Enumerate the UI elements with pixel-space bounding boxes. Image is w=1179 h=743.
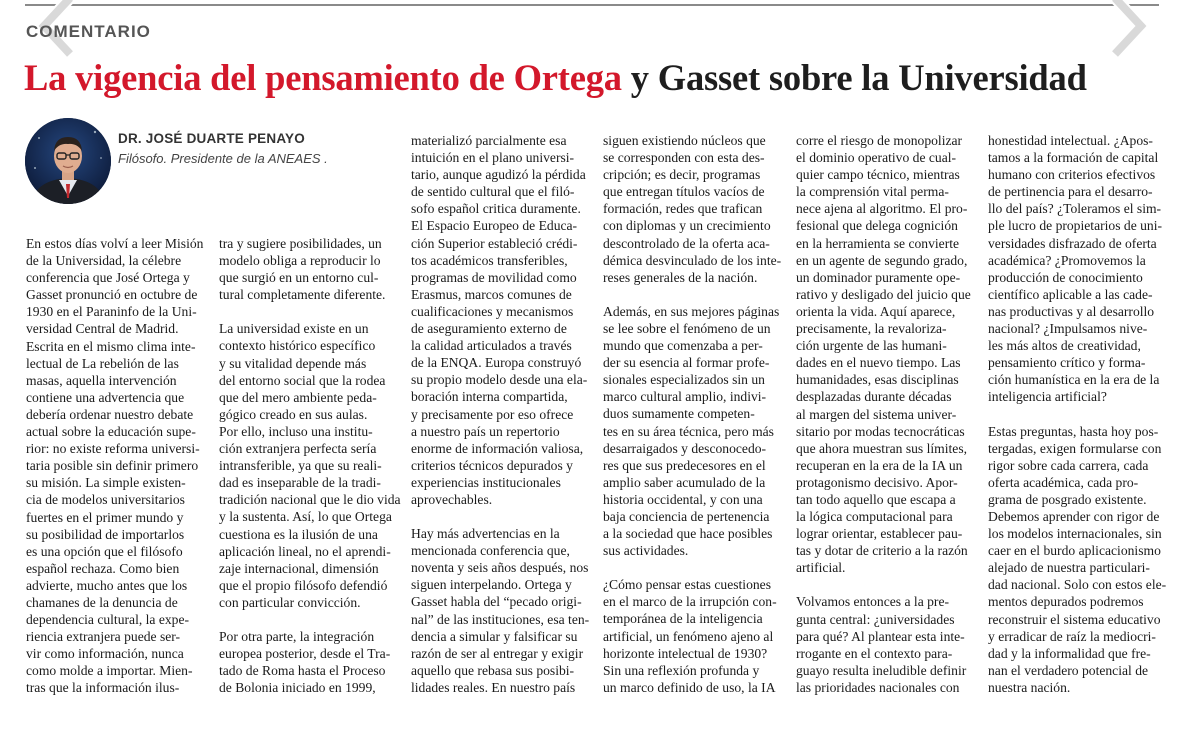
text-line: aprovechables.	[411, 491, 493, 507]
text-line: rrogante en el contexto para-	[796, 645, 953, 661]
top-rule	[25, 4, 1159, 6]
text-line: temporánea de la inteligencia	[603, 611, 763, 627]
text-line: se corresponden con esta des-	[603, 150, 765, 166]
text-line: el dominio operativo de cual-	[796, 150, 957, 166]
text-line: riencia extranjera puede ser-	[26, 629, 181, 645]
text-line: ción Superior estableció crédi-	[411, 235, 578, 251]
text-line: y erradicar de raíz la mediocri-	[988, 628, 1156, 644]
text-line: con particular convicción.	[219, 594, 361, 610]
text-line: nacional? ¿Impulsamos nive-	[988, 321, 1148, 337]
text-line: quier campo técnico, mientras	[796, 167, 960, 183]
text-line: que entregan títulos vacíos de	[603, 184, 765, 200]
text-line: rigor sobre cada carrera, cada	[988, 457, 1149, 473]
text-line: tergadas, exigen formularse con	[988, 440, 1162, 456]
text-line: que surgió en un entorno cul-	[219, 270, 379, 286]
author-role: Filósofo. Presidente de la ANEAES .	[118, 151, 328, 166]
text-line: programas de movilidad como	[411, 269, 577, 285]
paragraph-gap	[603, 286, 777, 303]
text-line: oferta académica, cada pro-	[988, 474, 1139, 490]
text-line: tra y sugiere posibilidades, un	[219, 236, 382, 251]
text-line: contexto histórico específico	[219, 338, 376, 354]
text-line: en la herramienta se convierte	[796, 235, 960, 251]
text-line: sofo español critica duramente.	[411, 201, 581, 217]
text-line: un dominador puramente ope-	[796, 269, 961, 285]
article-column-3	[411, 132, 590, 696]
text-line: advierte, mucho antes que los	[26, 577, 188, 593]
text-line: los modelos internacionales, sin	[988, 526, 1162, 542]
text-line: razón de ser al entregar y exigir	[411, 645, 584, 661]
text-line: horizonte intelectual de 1930?	[603, 645, 768, 661]
text-line: a nuestro país un repertorio	[411, 423, 560, 439]
paragraph-gap	[219, 303, 393, 320]
author-portrait-image	[25, 118, 111, 204]
text-line: europea posterior, desde el Tra-	[219, 646, 391, 662]
text-line: historia occidental, y con una	[603, 491, 763, 507]
text-line: tradición nacional que le dio vida	[219, 492, 401, 508]
article-column-4	[603, 132, 782, 696]
paragraph-gap	[603, 559, 777, 576]
text-line: experiencias institucionales	[411, 474, 561, 490]
text-line: dad es inseparable de la tradi-	[219, 475, 381, 491]
text-line: ¿Cómo pensar estas cuestiones	[603, 577, 771, 593]
text-line: su propio modelo desde una ela-	[411, 372, 588, 388]
text-line: ción humanística en la era de la	[988, 372, 1160, 388]
text-line: Por ello, incluso una institu-	[219, 423, 373, 439]
text-line: alejado de nuestra particulari-	[988, 560, 1150, 576]
text-line: sus actividades.	[603, 543, 689, 559]
article-column-5	[796, 132, 970, 696]
text-line: boración interna compartida,	[411, 389, 568, 405]
text-line: tario, aunque agudizó la pérdida	[411, 167, 586, 183]
text-line: enorme de información valiosa,	[411, 440, 584, 456]
text-line: de aseguramiento externo de	[411, 321, 567, 337]
text-line: aquello que rebasa sus posibi-	[411, 662, 575, 678]
text-line: marco cultural amplio, indivi-	[603, 389, 767, 405]
paragraph-gap	[219, 611, 393, 628]
text-line: masas, aquella intervención	[26, 372, 177, 388]
text-line: cripción; es decir, programas	[603, 167, 761, 183]
text-line: mencionada conferencia que,	[411, 543, 570, 559]
text-line: corre el riesgo de monopolizar	[796, 133, 963, 148]
text-line: fuertes en el primer mundo y	[26, 509, 184, 525]
chevron-right-icon[interactable]	[1093, 0, 1163, 64]
text-line: res que sus predecesores en el	[603, 457, 766, 473]
text-line: cualificaciones y mecanismos	[411, 303, 574, 319]
text-line: guayo resulta ineludible definir	[796, 662, 967, 678]
text-line: debería ordenar nuestro debate	[26, 406, 194, 422]
text-line: reses generales de la nación.	[603, 269, 758, 285]
text-line: der su esencia al formar profe-	[603, 355, 770, 371]
text-line: fesional que delega cognición	[796, 218, 958, 234]
text-line: sitario por modas tecnocráticas	[796, 423, 965, 439]
text-line: Escrita en el mismo clima inte-	[26, 338, 196, 354]
text-line: rior: no existe reforma universi-	[26, 441, 200, 457]
text-line: la calidad articulados a través	[411, 338, 572, 354]
text-line: ple lucro de propietarios de uni-	[988, 218, 1163, 234]
text-line: la comprensión vital perma-	[796, 184, 949, 200]
text-line: cia de modelos universitarios	[26, 492, 185, 508]
headline	[24, 56, 1169, 99]
text-line: En estos días volví a leer Misión	[26, 236, 204, 251]
text-line: nal” de las instituciones, esa ten-	[411, 611, 590, 627]
paragraph-gap	[988, 406, 1162, 423]
text-line: versidades disfrazado de oferta	[988, 235, 1157, 251]
text-line: nan el verdadero potencial de	[988, 662, 1149, 678]
text-line: tes en su área técnica, pero más	[603, 423, 774, 439]
text-line: tamos a la formación de capital	[988, 150, 1159, 166]
text-line: siguen interpelando. Ortega y	[411, 577, 572, 593]
article-column-1	[26, 235, 204, 697]
text-line: un marco definido de uso, la IA	[603, 679, 776, 695]
text-line: ción extranjera perfecta sería	[219, 441, 377, 457]
text-line: desarraigados y desconocedo-	[603, 440, 767, 456]
text-line: sionales especializados sin un	[603, 372, 765, 388]
text-line: nece ajena al algoritmo. El pro-	[796, 201, 968, 217]
article-column-6	[988, 132, 1167, 696]
text-line: y precisamente por eso ofrece	[411, 406, 574, 422]
text-line: les más altos de creatividad,	[988, 338, 1141, 354]
text-line: taria posible sin definir primero	[26, 458, 199, 474]
text-line: Además, en sus mejores páginas	[603, 303, 780, 319]
text-line: honestidad intelectual. ¿Apos-	[988, 133, 1153, 148]
text-line: que el propio filósofo defendió	[219, 577, 388, 593]
text-line: al margen del sistema univer-	[796, 406, 957, 422]
text-line: chamanes de la denuncia de	[26, 594, 178, 610]
text-line: intuición en el plano universi-	[411, 150, 575, 166]
text-line: baja conciencia de pertenencia	[603, 508, 770, 524]
text-line: vir como información, nunca	[26, 646, 184, 662]
text-line: que ahora muestran sus límites,	[796, 440, 968, 456]
text-line: amplio saber acumulado de la	[603, 474, 766, 490]
paragraph-gap	[411, 508, 585, 525]
text-line: de Bolonia iniciado en 1999,	[219, 680, 376, 696]
text-line: producción de conocimiento	[988, 269, 1143, 285]
text-line: El Espacio Europeo de Educa-	[411, 218, 578, 234]
text-line: zaje internacional, dimensión	[219, 560, 379, 576]
author-avatar	[25, 118, 111, 204]
text-line: Hay más advertencias en la	[411, 526, 560, 542]
text-line: tan todo aquello que escapa a	[796, 491, 956, 507]
text-line: Gasset habla del “pecado origi-	[411, 594, 582, 610]
text-line: protagonismo decisivo. Apor-	[796, 474, 958, 490]
text-line: dades en el nuevo tiempo. Las	[796, 355, 961, 371]
text-line: tras que la información ilus-	[26, 680, 180, 696]
text-line: artificial.	[796, 560, 846, 576]
text-line: desplazadas durante décadas	[796, 389, 952, 405]
text-line: llo del país? ¿Toleramos el sim-	[988, 201, 1162, 217]
text-line: contiene una advertencia que	[26, 389, 185, 405]
text-line: lograr orientar, establecer pau-	[796, 526, 963, 542]
text-line: artificial, un fenómeno ajeno al	[603, 628, 774, 644]
text-line: Erasmus, marcos comunes de	[411, 286, 572, 302]
text-line: científico aplicable a las cade-	[988, 286, 1153, 302]
text-line: gunta central: ¿universidades	[796, 611, 955, 627]
text-line: Debemos aprender con rigor de	[988, 508, 1160, 524]
text-line: tos académicos transferibles,	[411, 252, 568, 268]
text-line: tado de Roma hasta el Proceso	[219, 663, 386, 679]
text-line: reconstruir el sistema educativo	[988, 611, 1161, 627]
text-line: del entorno social que la rodea	[219, 372, 386, 388]
text-line: humanidades, esas disciplinas	[796, 372, 959, 388]
text-line: de la ENQA. Europa construyó	[411, 355, 582, 371]
text-line: criterios técnicos depurados y	[411, 457, 573, 473]
text-line: versidad Central de Madrid.	[26, 321, 179, 337]
headline-rest: y Gasset sobre la Universidad	[621, 57, 1087, 98]
text-line: inteligencia artificial?	[988, 389, 1107, 405]
text-line: Volvamos entonces a la pre-	[796, 594, 950, 610]
text-line: démica desvinculado de los inte-	[603, 252, 782, 268]
text-line: como molde a importar. Mien-	[26, 663, 193, 679]
text-line: es una opción que el filósofo	[26, 543, 183, 559]
text-line: y su vitalidad depende más	[219, 355, 367, 371]
text-line: su posibilidad de importarlos	[26, 526, 185, 542]
text-line: Gasset pronunció en octubre de	[26, 287, 198, 303]
text-line: la lógica computacional para	[796, 509, 953, 525]
text-line: para qué? Al plantear esta inte-	[796, 628, 965, 644]
text-line: tas y dotar de criterio a la razón	[796, 543, 968, 559]
text-line: dad y la informalidad que fre-	[988, 645, 1151, 661]
text-line: dencia a simular y falsificar su	[411, 628, 578, 644]
text-line: se lee sobre el fenómeno de un	[603, 320, 771, 336]
text-line: que del mero ambiente peda-	[219, 389, 377, 405]
text-line: Sin una reflexión profunda y	[603, 662, 760, 678]
text-line: orienta la vida. Aquí aparece,	[796, 303, 956, 319]
text-line: Por otra parte, la integración	[219, 628, 375, 644]
text-line: gógico creado en sus aulas.	[219, 406, 368, 422]
article-column-2	[219, 235, 401, 696]
text-line: caer en el burdo aplicacionismo	[988, 543, 1161, 559]
text-line: La universidad existe en un	[219, 321, 369, 337]
text-line: grama de posgrado existente.	[988, 491, 1147, 507]
text-line: académica? ¿Promovemos la	[988, 252, 1146, 268]
text-line: en el marco de la irrupción con-	[603, 594, 777, 610]
text-line: de sentido cultural que el filó-	[411, 184, 575, 200]
text-line: ción urgente de las humani-	[796, 338, 947, 354]
text-line: actual sobre la educación supe-	[26, 424, 196, 440]
text-line: nas productivas y al desarrollo	[988, 303, 1155, 319]
text-line: lectual de La rebelión de las	[26, 355, 179, 371]
text-line: mundo que comenzaba a per-	[603, 338, 763, 354]
text-line: de pertinencia para el desarro-	[988, 184, 1153, 200]
text-line: conferencia que José Ortega y	[26, 270, 190, 286]
text-line: en un agente de segundo grado,	[796, 252, 968, 268]
text-line: dad nacional. Solo con estos ele-	[988, 577, 1167, 593]
text-line: a la sociedad que hace posibles	[603, 526, 773, 542]
text-line: tural completamente diferente.	[219, 287, 386, 303]
paragraph-gap	[796, 576, 970, 593]
text-line: precisamente, la revaloriza-	[796, 321, 947, 337]
text-line: rativo y desligado del juicio que	[796, 286, 971, 302]
text-line: con diplomas y un crecimiento	[603, 218, 771, 234]
text-line: aplicación lineal, no el aprendi-	[219, 543, 391, 559]
text-line: lidades reales. En nuestro país	[411, 679, 576, 695]
text-line: y la sustenta. Así, lo que Ortega	[219, 509, 392, 525]
text-line: 1930 en el Paraninfo de la Uni-	[26, 304, 197, 320]
text-line: modelo obliga a reproducir lo	[219, 253, 381, 269]
text-line: descontrolado de la oferta aca-	[603, 235, 770, 251]
text-line: español rechaza. Como bien	[26, 560, 180, 576]
section-label: COMENTARIO	[26, 22, 151, 41]
text-line: las prioridades nacionales con	[796, 679, 960, 695]
text-line: recuperan en la era de la IA un	[796, 457, 963, 473]
text-line: duos sumamente competen-	[603, 406, 755, 422]
text-line: nuestra nación.	[988, 679, 1071, 695]
text-line: pensamiento crítico y forma-	[988, 355, 1146, 371]
text-line: intransferible, ya que su reali-	[219, 458, 382, 474]
text-line: su misión. La simple existen-	[26, 475, 186, 491]
text-line: de la Universidad, la célebre	[26, 253, 182, 269]
text-line: siguen existiendo núcleos que	[603, 133, 766, 148]
headline-accent: La vigencia del pensamiento de Ortega	[24, 57, 622, 98]
text-line: formación, redes que trafican	[603, 201, 763, 217]
text-line: materializó parcialmente esa	[411, 133, 567, 148]
text-line: dependencia cultural, la expe-	[26, 612, 190, 628]
text-line: Estas preguntas, hasta hoy pos-	[988, 423, 1159, 439]
text-line: humano con criterios efectivos	[988, 167, 1156, 183]
author-name: DR. JOSÉ DUARTE PENAYO	[118, 131, 305, 146]
text-line: noventa y seis años después, nos	[411, 560, 589, 576]
text-line: mentos depurados podremos	[988, 594, 1144, 610]
text-line: cuestiona es la ilusión de una	[219, 526, 378, 542]
